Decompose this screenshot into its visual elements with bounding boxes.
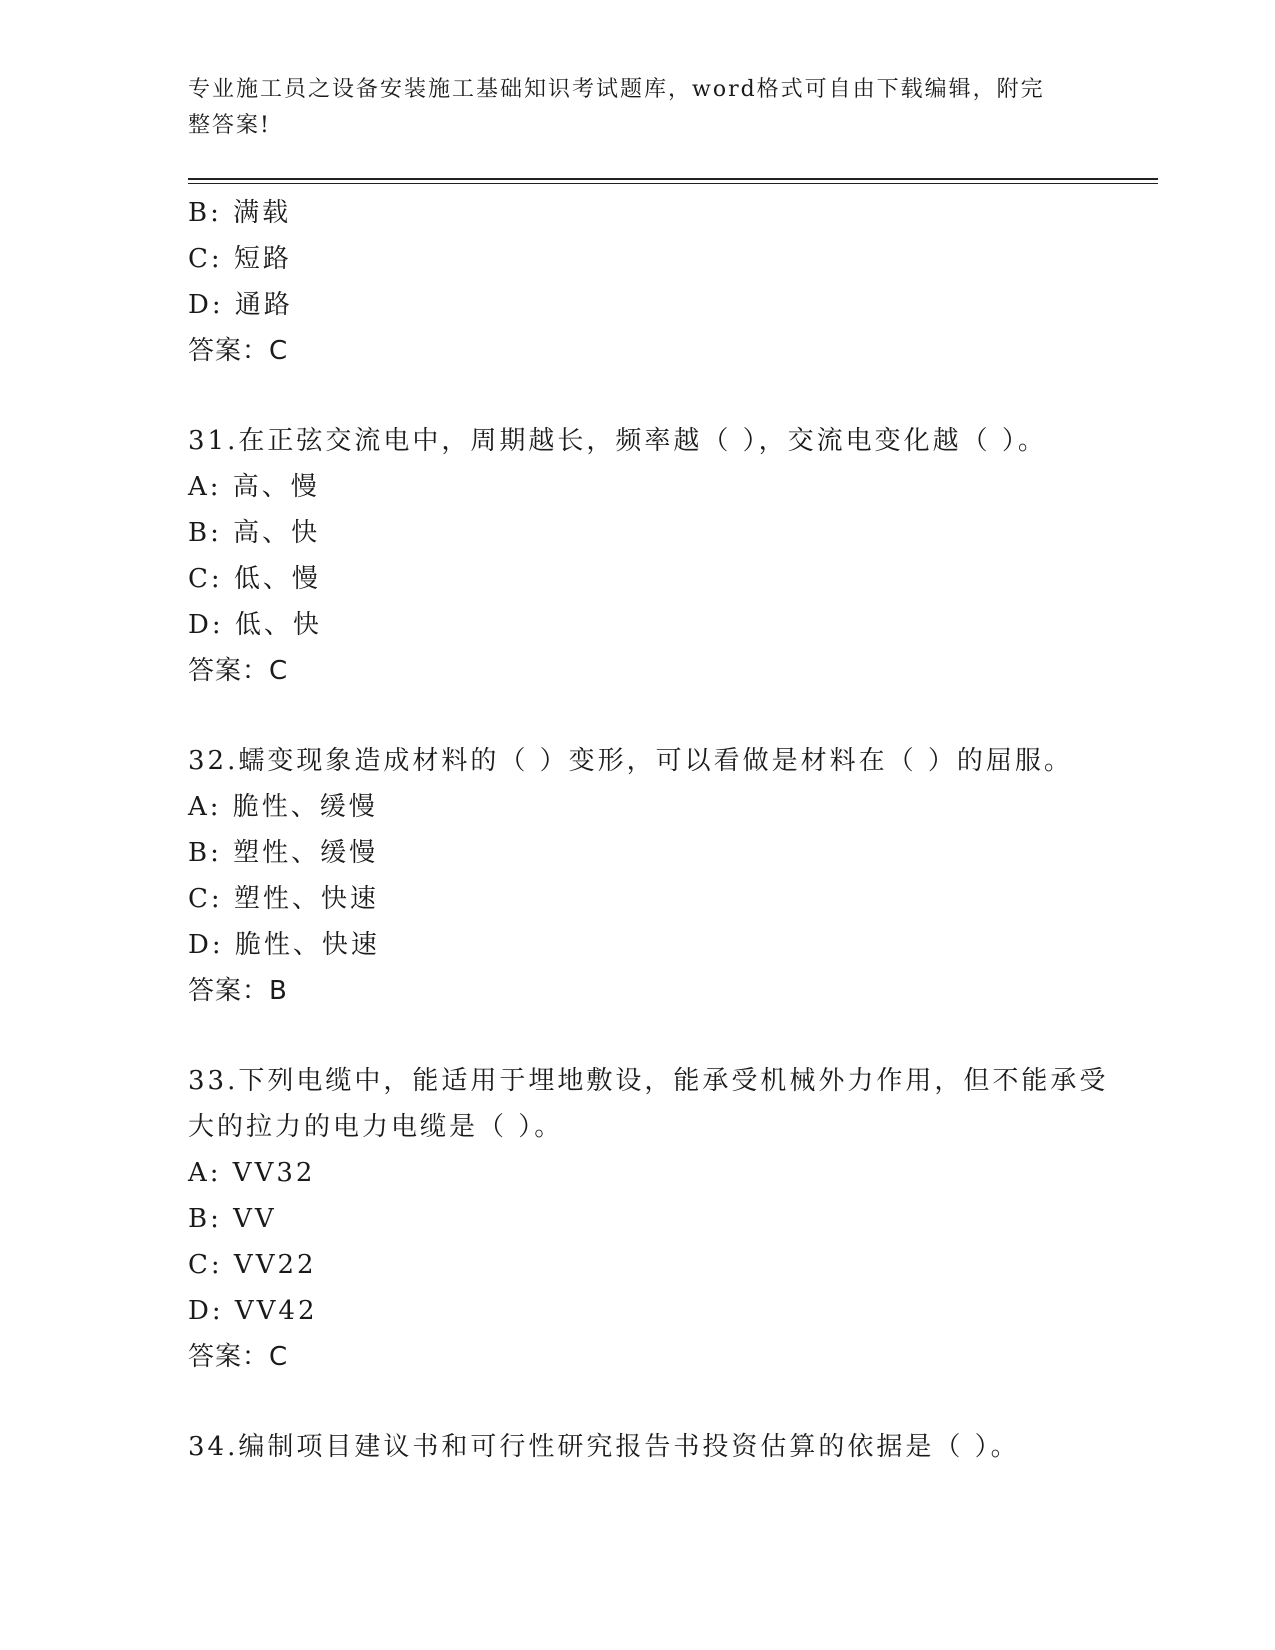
header-divider-thick [188, 178, 1158, 180]
question-stem: 34.编制项目建议书和可行性研究报告书投资估算的依据是（ ）。 [188, 1432, 1020, 1462]
question-block-33 [188, 1058, 1128, 1380]
question-stem: 31.在正弦交流电中，周期越长，频率越（ ），交流电变化越（ ）。 [188, 426, 1047, 456]
option-a: A: 高、慢 [188, 472, 320, 502]
option-d: D: 脆性、快速 [188, 930, 380, 960]
spacer [188, 1380, 1128, 1424]
option-d: D: 低、快 [188, 610, 322, 640]
spacer [188, 1014, 1128, 1058]
question-list [188, 190, 1128, 1470]
option-a: A: VV32 [188, 1158, 316, 1188]
option-a: A: 脆性、缓慢 [188, 792, 378, 822]
option-b: B: 高、快 [188, 518, 321, 548]
option-b: B: VV [188, 1204, 277, 1234]
question-stem: 32.蠕变现象造成材料的（ ）变形，可以看做是材料在（ ）的屈服。 [188, 746, 1073, 776]
header-divider-thin [188, 183, 1158, 184]
option-d: D: 通路 [188, 290, 293, 320]
spacer [188, 694, 1128, 738]
option-c: C: VV22 [188, 1250, 317, 1280]
option-c: C: 短路 [188, 244, 292, 274]
option-b: B: 满载 [188, 198, 292, 228]
page-header: 专业施工员之设备安装施工基础知识考试题库，word格式可自由下载编辑，附完整答案! [188, 77, 1045, 138]
answer-line: 答案：C [188, 336, 289, 366]
answer-line: 答案：B [188, 976, 288, 1006]
answer-line: 答案：C [188, 656, 289, 686]
option-c: C: 低、慢 [188, 564, 321, 594]
spacer [188, 374, 1128, 418]
option-d: D: VV42 [188, 1296, 318, 1326]
question-stem: 33.下列电缆中，能适用于埋地敷设，能承受机械外力作用，但不能承受大的拉力的电力电缆是（ ）。 [188, 1066, 1109, 1142]
question-block-34 [188, 1424, 1128, 1470]
question-block-32 [188, 738, 1128, 1014]
answer-line: 答案：C [188, 1342, 289, 1372]
question-block-31 [188, 418, 1128, 694]
option-c: C: 塑性、快速 [188, 884, 379, 914]
question-block-30 [188, 190, 1128, 374]
option-b: B: 塑性、缓慢 [188, 838, 379, 868]
